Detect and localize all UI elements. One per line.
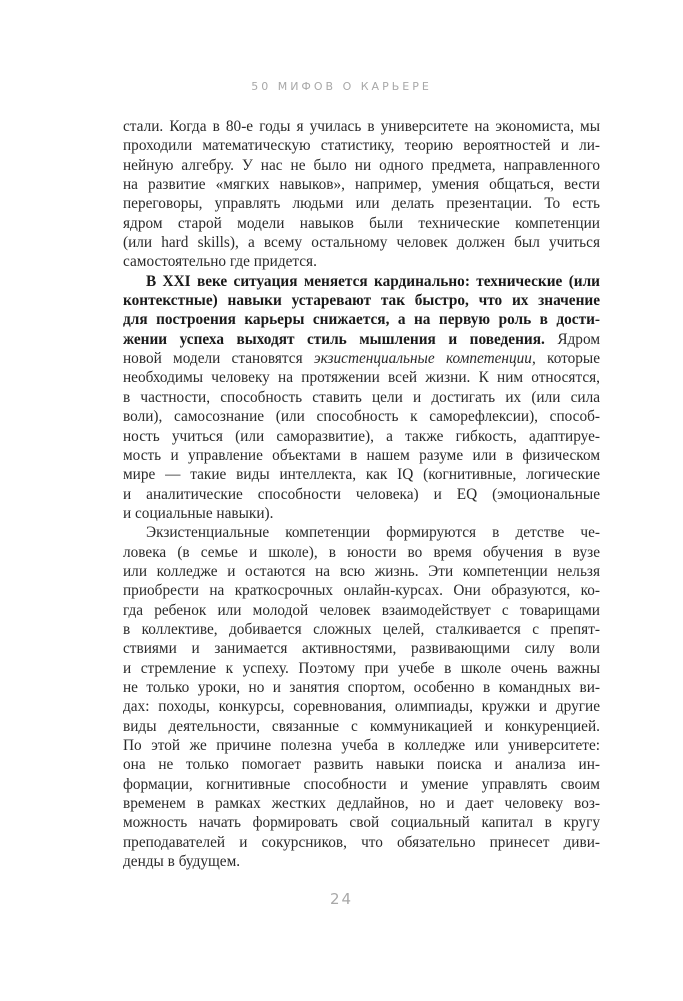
text-segment: Экзистенциальные компетенции формируются в детстве че-	[146, 524, 600, 542]
bold-text: В XXI веке ситуация меняется кардинально: технические (или	[146, 272, 600, 290]
text-segment: По этой же причине полезна учеба в колледже или университете:	[123, 737, 600, 754]
text-line	[123, 717, 600, 736]
bold-text: для построения карьеры снижается, а на первую роль в дости-	[123, 311, 600, 329]
text-segment: дах: походы, конкурсы, соревнования, олимпиады, кружки и другие	[123, 698, 600, 716]
text-line	[123, 465, 600, 484]
text-segment: и социальные навыки).	[123, 504, 274, 522]
text-segment: и аналитические способности человека) и EQ (эмоциональные	[123, 485, 600, 503]
text-segment: (или hard skills), а всему остальному человек должен был учиться	[123, 234, 600, 252]
text-line	[123, 446, 600, 465]
text-line	[123, 755, 600, 774]
page-number: 24	[329, 890, 354, 908]
bold-text: жении успеха выходят стиль мышления и поведения.	[123, 330, 545, 348]
text-line	[123, 214, 600, 233]
paragraph	[123, 523, 600, 871]
text-segment: , которые	[531, 350, 600, 368]
body-text	[123, 117, 600, 871]
running-header: 50 МИФОВ О КАРЬЕРЕ	[251, 80, 432, 93]
text-line	[123, 639, 600, 658]
text-line	[123, 601, 600, 620]
text-line	[123, 581, 600, 600]
text-segment: не только уроки, но и занятия спортом, особенно в командных ви-	[123, 678, 600, 696]
text-segment: ядром старой модели навыков были технические компетенции	[123, 214, 600, 232]
text-segment: необходимы человеку на протяжении всей жизни. К ним относятся,	[123, 369, 600, 387]
text-line	[123, 117, 600, 136]
text-line	[123, 272, 600, 291]
text-line	[123, 562, 600, 581]
text-line	[123, 291, 600, 310]
text-line	[123, 233, 600, 252]
text-segment: Ядром	[544, 330, 600, 348]
text-line	[123, 794, 600, 813]
text-line	[123, 852, 600, 871]
italic-text: экзистенциальные компетенции	[313, 350, 532, 368]
text-segment: ствиями и занимается активностями, развивающими силу воли	[123, 640, 600, 658]
text-line	[123, 543, 600, 562]
text-segment: новой модели становятся	[123, 350, 314, 368]
text-segment: временем в рамках жестких дедлайнов, но и дает человеку воз-	[123, 795, 600, 813]
text-line	[123, 252, 600, 271]
text-segment: гда ребенок или молодой человек взаимодействует с товарищами	[123, 601, 600, 619]
text-line	[123, 697, 600, 716]
text-line	[123, 194, 600, 213]
text-segment: ность учиться (или саморазвитие), а также гибкость, адаптируе-	[123, 427, 600, 445]
text-segment: на развитие «мягких навыков», например, умения общаться, вести	[123, 176, 600, 194]
text-segment: самостоятельно где придется.	[123, 253, 317, 271]
text-segment: ловека (в семье и школе), в юности во время обучения в вузе	[123, 543, 600, 561]
text-segment: нейную алгебру. У нас не было ни одного предмета, направленного	[123, 156, 600, 174]
paragraph	[123, 117, 600, 272]
text-segment: в коллективе, добивается сложных целей, сталкивается с препят-	[123, 620, 600, 638]
text-line	[123, 523, 600, 542]
text-line	[123, 175, 600, 194]
text-segment: можность начать формировать свой социальный капитал в кругу	[123, 814, 600, 832]
text-segment: мире — такие виды интеллекта, как IQ (когнитивные, логические	[123, 466, 600, 484]
text-line	[123, 833, 600, 852]
text-line	[123, 388, 600, 407]
text-line	[123, 775, 600, 794]
text-line	[123, 736, 600, 755]
bold-text: контекстные) навыки устаревают так быстро, что их значение	[123, 292, 600, 310]
text-line	[123, 813, 600, 832]
text-segment: проходили математическую статистику, теорию вероятностей и ли-	[123, 137, 600, 155]
text-line	[123, 368, 600, 387]
text-line	[123, 485, 600, 504]
text-line	[123, 156, 600, 175]
text-segment: мость и управление объектами в нашем разуме или в физическом	[123, 446, 600, 464]
text-segment: преподавателей и сокурсников, что обязательно принесет диви-	[123, 833, 600, 851]
text-segment: и стремление к успеху. Поэтому при учебе в школе очень важны	[123, 659, 600, 677]
text-segment: переговоры, управлять людьми или делать презентации. То есть	[123, 195, 600, 213]
text-segment: денды в будущем.	[123, 853, 241, 871]
text-line	[123, 620, 600, 639]
text-segment: воли), самосознание (или способность к саморефлексии), способ-	[123, 408, 600, 426]
text-line	[123, 349, 600, 368]
text-segment: стали. Когда в 80-е годы я училась в университете на экономиста, мы	[123, 118, 600, 135]
paragraph	[123, 272, 600, 523]
text-segment: она не только помогает развить навыки поиска и анализа ин-	[123, 756, 600, 774]
text-segment: виды деятельности, связанные с коммуникацией и конкуренцией.	[123, 717, 600, 735]
text-line	[123, 330, 600, 349]
text-line	[123, 504, 600, 523]
text-line	[123, 659, 600, 678]
text-line	[123, 407, 600, 426]
text-segment: формации, когнитивные способности и умение управлять своим	[123, 775, 600, 793]
text-line	[123, 427, 600, 446]
text-segment: в частности, способность ставить цели и достигать их (или сила	[123, 388, 600, 406]
text-line	[123, 136, 600, 155]
text-segment: приобрести на краткосрочных онлайн-курсах. Они образуются, ко-	[123, 582, 600, 600]
text-line	[123, 310, 600, 329]
text-line	[123, 678, 600, 697]
text-segment: или колледже и остаются на всю жизнь. Эти компетенции нельзя	[123, 562, 600, 580]
